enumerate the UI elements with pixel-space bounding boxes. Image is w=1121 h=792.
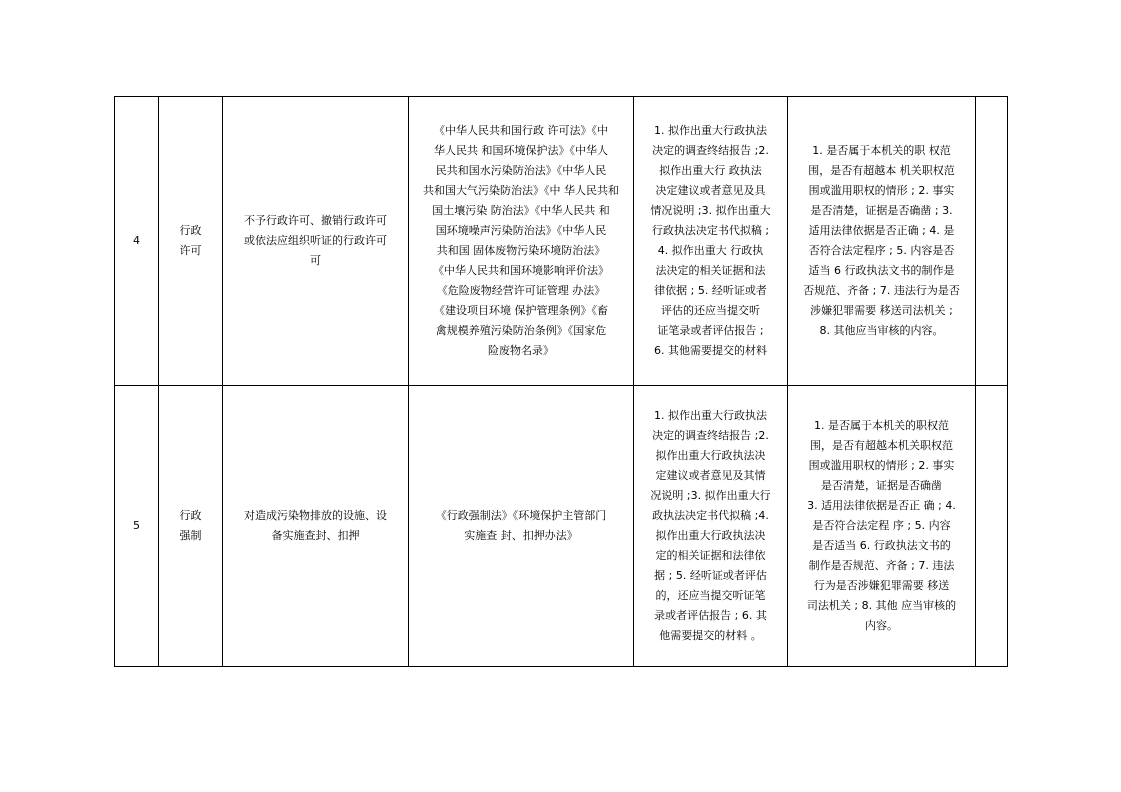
item-line: 对造成污染物排放的设施、设 [244, 509, 387, 522]
materials-line: 他需要提交的材料 。 [659, 629, 762, 642]
legal-basis-line: 禽规模养殖污染防治条例》《国家危 [435, 324, 607, 337]
legal-basis-line: 实施查 封、扣押办法》 [464, 529, 578, 542]
review-content-line: 内容。 [865, 619, 898, 632]
materials-line: 拟作出重大行 政执法 [659, 164, 762, 177]
materials-line: 决定建议或者意见及具 [655, 184, 766, 197]
item-line: 备实施查封、扣押 [271, 529, 360, 542]
materials-line: 况说明 ;3. 拟作出重大行 [650, 489, 771, 502]
review-content-line: 司法机关 ; 8. 其他 应当审核的 [806, 599, 957, 612]
materials-line: 1. 拟作出重大行政执法 [654, 124, 767, 137]
legal-basis-line: 民共和国水污染防治法》《中华人民 [435, 164, 607, 177]
review-content-line: 行为是否涉嫌犯罪需要 移送 [813, 579, 950, 592]
review-content-line: 8. 其他应当审核的内容。 [819, 324, 944, 337]
materials-line: 1. 拟作出重大行政执法 [654, 409, 767, 422]
review-content-line: 制作是否规范、齐备 ; 7. 违法 [808, 559, 955, 572]
materials-line: 据 ; 5. 经听证或者评估 [654, 569, 767, 582]
legal-basis-line: 共和国大气污染防治法》《中 华人民共和 [423, 184, 619, 197]
legal-basis-cell [409, 97, 634, 386]
review-content-cell [788, 97, 976, 386]
review-content-line: 涉嫌犯罪需要 移送司法机关 ; [810, 304, 953, 317]
category-line: 强制 [179, 529, 202, 542]
materials-line: 定的相关证据和法律依 [655, 549, 766, 562]
materials-line: 律依据 ; 5. 经听证或者 [654, 284, 767, 297]
materials-line: 决定的调查终结报告 ;2. [652, 429, 769, 442]
legal-basis-line: 《中华人民共和国行政 许可法》《中 [434, 124, 608, 137]
review-content-line: 是否清楚，证据是否确凿 [821, 479, 942, 492]
item-cell [223, 97, 409, 386]
materials-line: 决定的调查终结报告 ;2. [652, 144, 769, 157]
category-cell [159, 97, 223, 386]
review-content-line: 是否适当 6. 行政执法文书的 [812, 539, 951, 552]
review-content-line: 围或滥用职权的情形 ; 2. 事实 [808, 184, 955, 197]
legal-basis-line: 华人民共 和国环境保护法》《中华人 [434, 144, 608, 157]
materials-line: 法决定的相关证据和法 [655, 264, 766, 277]
materials-line: 情况说明 ;3. 拟作出重大 [650, 204, 771, 217]
materials-line: 的，还应当提交听证笔 [655, 589, 766, 602]
materials-line: 6. 其他需要提交的材料 [654, 344, 767, 357]
note-cell [976, 386, 1008, 667]
materials-line: 拟作出重大行政执法决 [655, 449, 766, 462]
materials-cell [634, 97, 788, 386]
legal-basis-line: 险废物名录》 [488, 344, 554, 357]
review-content-line: 1. 是否属于本机关的职权范 [814, 419, 949, 432]
review-content-line: 1. 是否属于本机关的职 权范 [812, 144, 951, 157]
item-line: 或依法应组织听证的行政许可 [244, 234, 387, 247]
materials-line: 4. 拟作出重大 行政执 [657, 244, 764, 257]
legal-basis-line: 国土壤污染 防治法》《中华人民共 和 [432, 204, 610, 217]
review-content-line: 否符合法定程序 ; 5. 内容是否 [808, 244, 955, 257]
review-content-line: 是否清楚，证据是否确凿 ; 3. [810, 204, 953, 217]
legal-basis-line: 《建设项目环境 保护管理条例》《畜 [434, 304, 608, 317]
row-number-cell: 5 [115, 386, 159, 667]
review-content-line: 围，是否有超越本 机关职权范 [808, 164, 955, 177]
review-content-line: 适用法律依据是否正确 ; 4. 是 [808, 224, 955, 237]
category-line: 行政 [179, 224, 202, 237]
legal-basis-line: 《中华人民共和国环境影响评价法》 [433, 264, 609, 277]
review-content-line: 围或滥用职权的情形 ; 2. 事实 [808, 459, 955, 472]
review-content-cell [788, 386, 976, 667]
materials-line: 政执法决定书代拟稿 ;4. [652, 509, 769, 522]
review-table [114, 96, 1008, 667]
category-cell [159, 386, 223, 667]
review-content-line: 围，是否有超越本机关职权范 [810, 439, 953, 452]
materials-line: 行政执法决定书代拟稿 ; [651, 224, 770, 237]
legal-basis-line: 《危险废物经营许可证管理 办法》 [436, 284, 606, 297]
item-line: 可 [310, 254, 321, 267]
table-row [115, 97, 1008, 386]
legal-basis-line: 《行政强制法》《环境保护主管部门 [435, 509, 607, 522]
item-line: 不予行政许可、撤销行政许可 [244, 214, 387, 227]
item-cell [223, 386, 409, 667]
legal-basis-line: 国环境噪声污染防治法》《中华人民 [435, 224, 607, 237]
materials-line: 录或者评估报告 ; 6. 其 [654, 609, 767, 622]
table-row [115, 386, 1008, 667]
materials-line: 定建议或者意见及其情 [655, 469, 766, 482]
materials-cell [634, 386, 788, 667]
review-content-line: 3. 适用法律依据是否正 确 ; 4. [807, 499, 956, 512]
note-cell [976, 97, 1008, 386]
legal-basis-line: 共和国 固体废物污染环境防治法》 [436, 244, 606, 257]
row-number-cell: 4 [115, 97, 159, 386]
category-line: 许可 [179, 244, 202, 257]
materials-line: 证笔录或者评估报告 ; [657, 324, 764, 337]
materials-line: 评估的还应当提交听 [661, 304, 760, 317]
review-content-line: 是否符合法定程 序 ; 5. 内容 [812, 519, 951, 532]
review-content-line: 否规范、齐备 ; 7. 违法行为是否 [803, 284, 960, 297]
review-content-line: 适当 6 行政执法文书的制作是 [808, 264, 955, 277]
materials-line: 拟作出重大行政执法决 [655, 529, 766, 542]
category-line: 行政 [179, 509, 202, 522]
legal-basis-cell [409, 386, 634, 667]
